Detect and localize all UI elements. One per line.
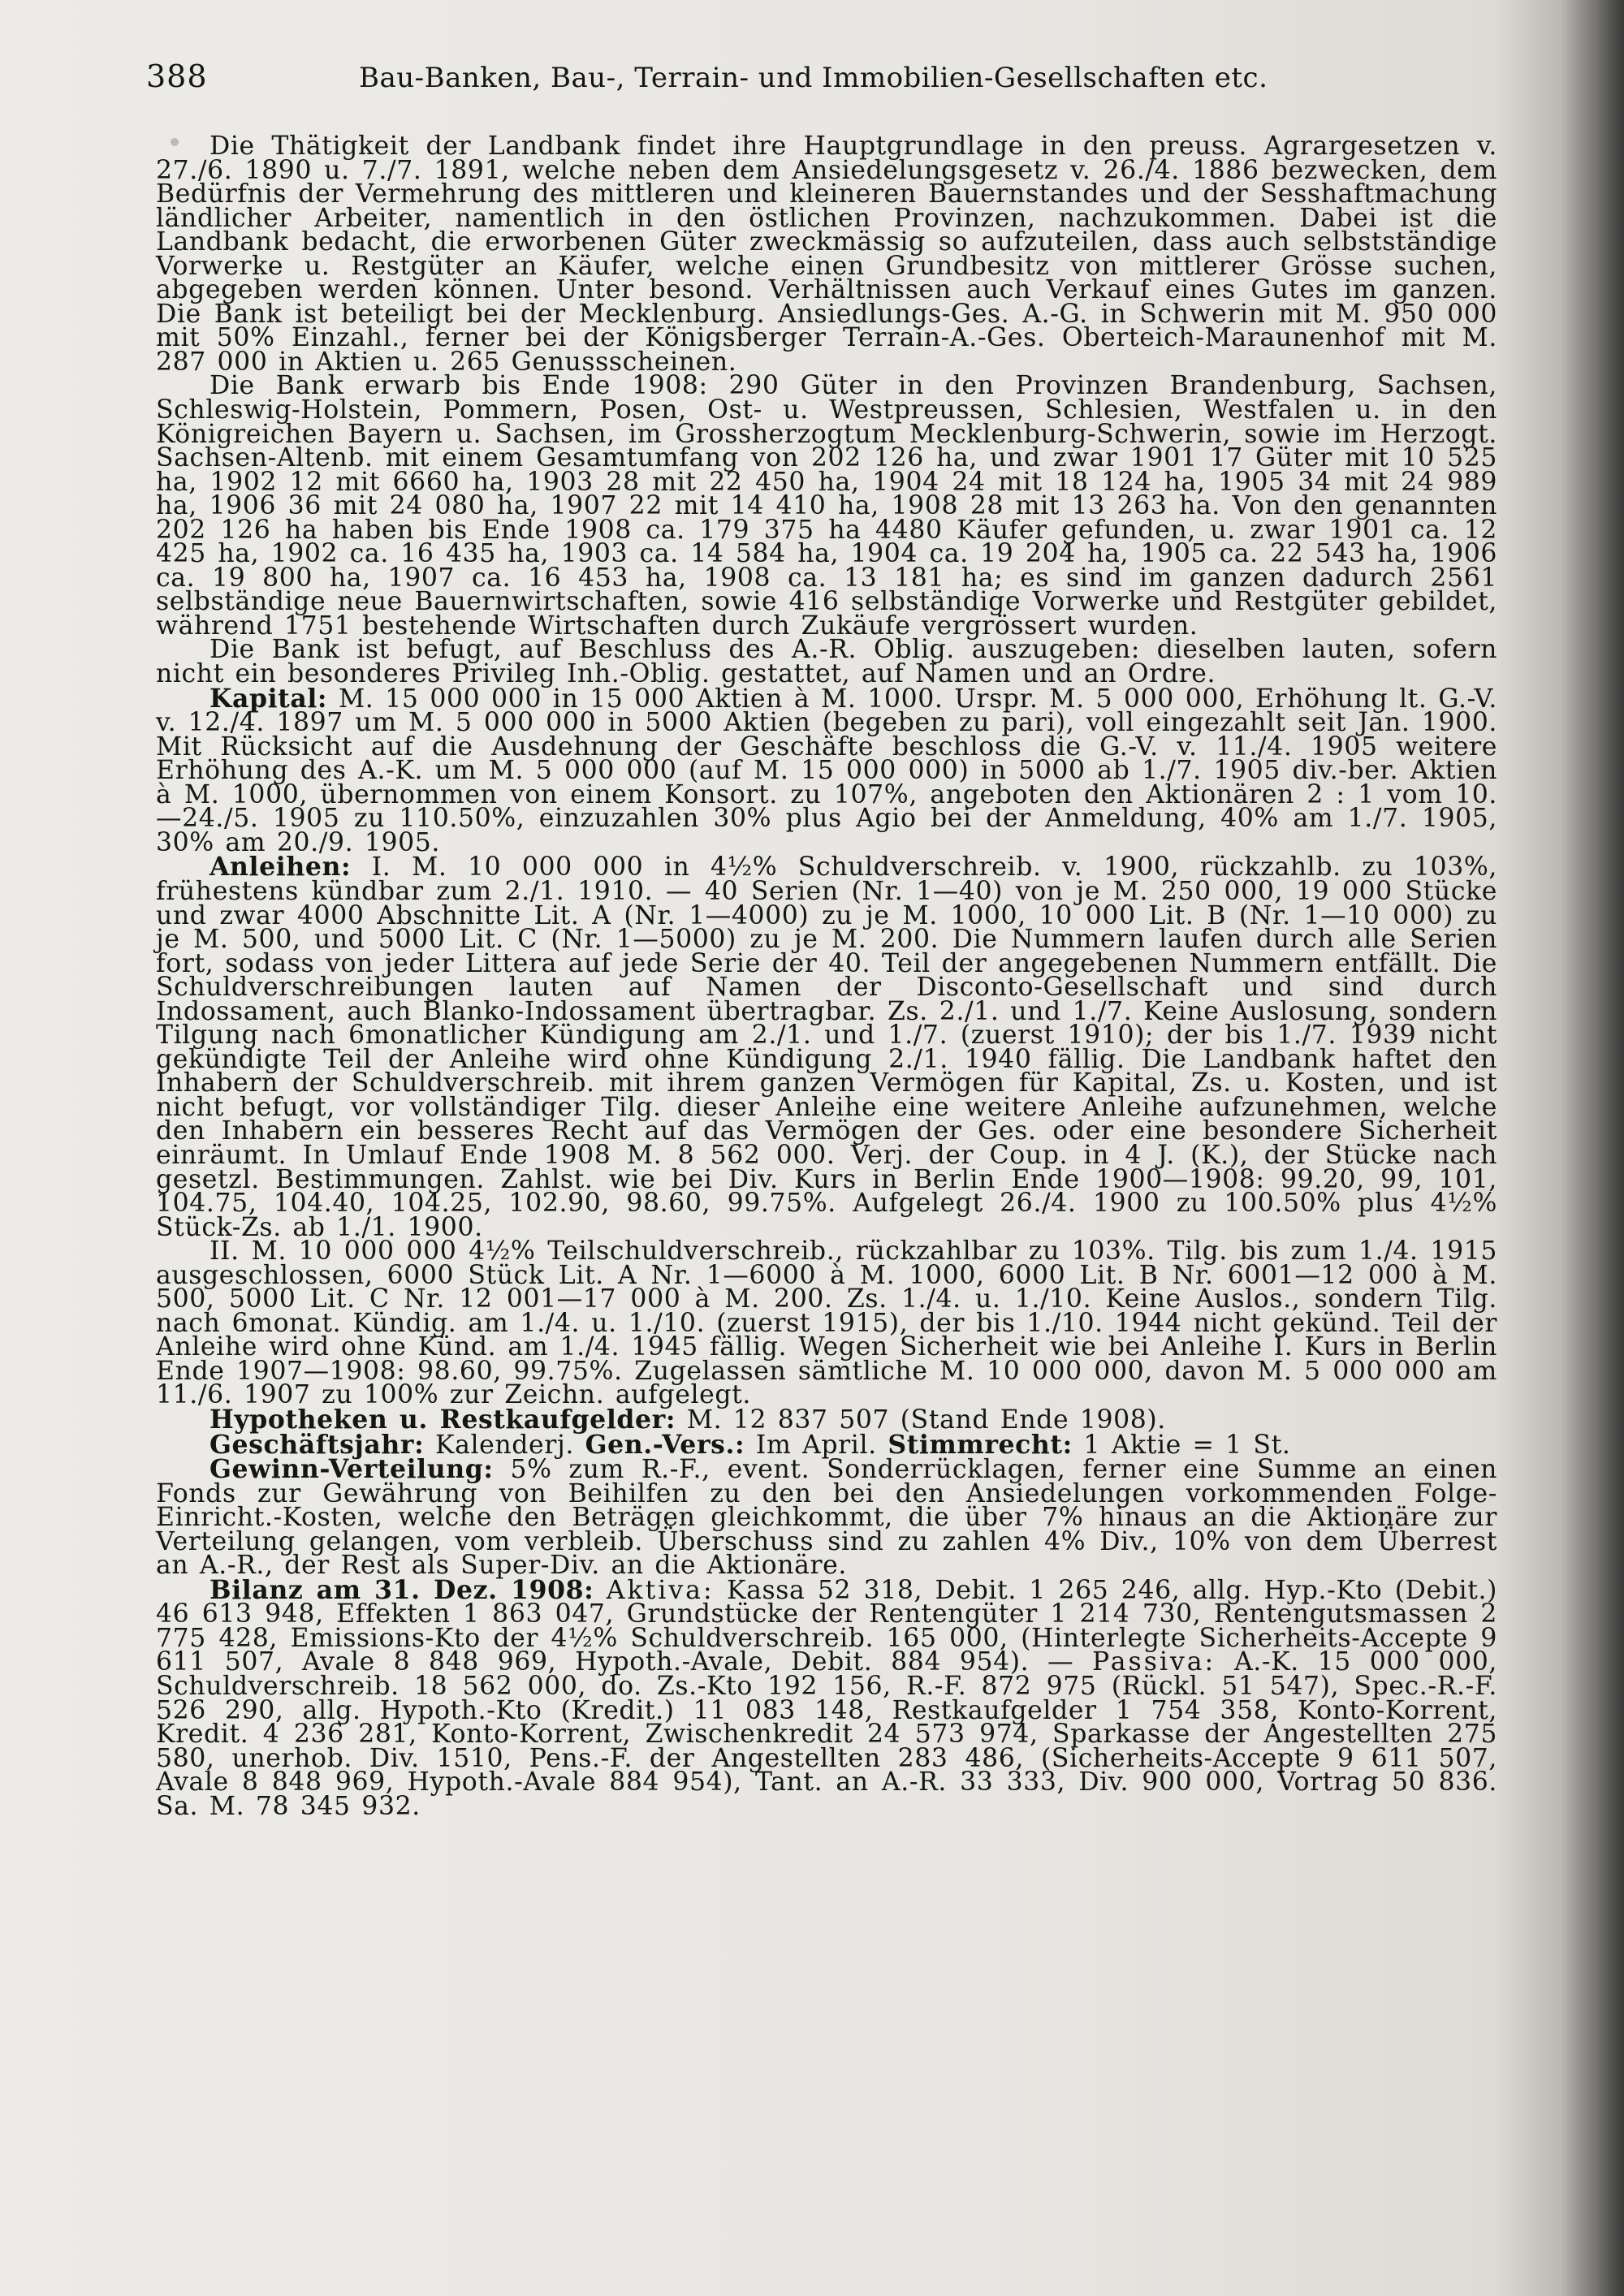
bilanz-label: Bilanz am 31. Dez. 1908:	[209, 1574, 594, 1605]
section-bilanz	[156, 1574, 1497, 1821]
hypotheken-label: Hypotheken u. Restkaufgelder:	[209, 1404, 676, 1435]
aktiva-label: Aktiva:	[606, 1575, 715, 1605]
stimmrecht-label: Stimmrecht:	[888, 1429, 1073, 1460]
gen-vers-label: Gen.-Vers.:	[585, 1429, 745, 1460]
aktiva-text: Kassa 52 318, Debit. 1 265 246, allg. Hyp.-Kto (Debit.) 46 613 948, Effekten 1 863 047, Grundstücke der Rentengüter 1 214 730, Rentengutsmassen 2 775 428, Emissions-Kto der 4½% Schuldverschreib. 165 000, (Hinterlegte Sicherheits-Accepte 9 611 507, Avale 8 848 969, Hypoth.-Avale, Debit. 884 954). —	[156, 1575, 1497, 1677]
running-head: Bau-Banken, Bau-, Terrain- und Immobilien-Gesellschaften etc.	[359, 62, 1268, 94]
section-anleihen	[156, 852, 1497, 1242]
gewinn-verteilung-label: Gewinn-Verteilung:	[209, 1454, 494, 1485]
anleihen-label: Anleihen:	[209, 852, 352, 883]
kapital-text: M. 15 000 000 in 15 000 Aktien à M. 1000. Urspr. M. 5 000 000, Erhöhung lt. G.-V. v. 12./4. 1897 um M. 5 000 000 in 5000 Aktien (begeben zu pari), voll eingezahlt seit Jan. 1900. Mit Rücksicht auf die Ausdehnung der Geschäfte beschloss die G.-V. v. 11./4. 1905 weitere Erhöhung des A.-K. um M. 5 000 000 (auf M. 15 000 000) in 5000 ab 1./7. 1905 div.-ber. Aktien à M. 1000, übernommen von einem Konsort. zu 107%, angeboten den Aktionären 2 : 1 vom 10.—24./5. 1905 zu 110.50%, einzuzahlen 30% plus Agio bei der Anmeldung, 40% am 1./7. 1905, 30% am 20./9. 1905.	[156, 684, 1497, 857]
anleihen-text: I. M. 10 000 000 in 4½% Schuldverschreib. v. 1900, rückzahlb. zu 103%, frühestens kündbar zum 2./1. 1910. — 40 Serien (Nr. 1—40) von je M. 250 000, 19 000 Stücke und zwar 4000 Abschnitte Lit. A (Nr. 1—4000) zu je M. 1000, 10 000 Lit. B (Nr. 1—10 000) zu je M. 500, und 5000 Lit. C (Nr. 1—5000) zu je M. 200. Die Nummern laufen durch alle Serien fort, sodass von jeder Littera auf jede Serie der 40. Teil der angegebenen Nummern entfällt. Die Schuldverschreibungen lauten auf Namen der Disconto-Gesellschaft und sind durch Indossament, auch Blanko-Indossament übertragbar. Zs. 2./1. und 1./7. Keine Auslosung, sondern Tilgung nach 6monatlicher Kündigung am 2./1. und 1./7. (zuerst 1910); der bis 1./7. 1939 nicht gekündigte Teil der Anleihe wird ohne Kündigung 2./1. 1940 fällig. Die Landbank haftet den Inhabern der Schuldverschreib. mit ihrem ganzen Vermögen für Kapital, Zs. u. Kosten, und ist nicht befugt, vor vollständiger Tilg. dieser Anleihe eine weitere Anleihe aufzunehmen, welche den Inhabern ein besseres Recht auf das Vermögen der Ges. oder eine besondere Sicherheit einräumt. In Umlauf Ende 1908 M. 8 562 000. Verj. der Coup. in 4 J. (K.), der Stücke nach gesetzl. Bestimmungen. Zahlst. wie bei Div. Kurs in Berlin Ende 1900—1908: 99.20, 99, 101, 104.75, 104.40, 104.25, 102.90, 98.60, 99.75%. Aufgelegt 26./4. 1900 zu 100.50% plus 4½% Stück-Zs. ab 1./1. 1900.	[156, 852, 1497, 1242]
paragraph-estate-acquisitions: Die Bank erwarb bis Ende 1908: 290 Güter in den Provinzen Brandenburg, Sachsen, Schleswig-Holstein, Pommern, Posen, Ost- u. Westpreussen, Schlesien, Westfalen u. in den Königreichen Bayern u. Sachsen, im Grossherzogtum Mecklenburg-Schwerin, sowie im Herzogt. Sachsen-Altenb. mit einem Gesamtumfang von 202 126 ha, und zwar 1901 17 Güter mit 10 525 ha, 1902 12 mit 6660 ha, 1903 28 mit 22 450 ha, 1904 24 mit 18 124 ha, 1905 34 mit 24 989 ha, 1906 36 mit 24 080 ha, 1907 22 mit 14 410 ha, 1908 28 mit 13 263 ha. Von den genannten 202 126 ha haben bis Ende 1908 ca. 179 375 ha 4480 Käufer gefunden, u. zwar 1901 ca. 12 425 ha, 1902 ca. 16 435 ha, 1903 ca. 14 584 ha, 1904 ca. 19 204 ha, 1905 ca. 22 543 ha, 1906 ca. 19 800 ha, 1907 ca. 16 453 ha, 1908 ca. 13 181 ha; es sind im ganzen dadurch 2561 selbständige neue Bauernwirtschaften, sowie 416 selbständige Vorwerke und Restgüter gebildet, während 1751 bestehende Wirtschaften durch Zukäufe vergrössert wurden.	[156, 371, 1497, 641]
paragraph-landbank-activity: Die Thätigkeit der Landbank findet ihre Hauptgrundlage in den preuss. Agrargesetzen v. 27./6. 1890 u. 7./7. 1891, welche neben dem Ansiedelungsgesetz v. 26./4. 1886 bezwecken, dem Bedürfnis der Vermehrung des mittleren und kleineren Bauernstandes und der Sesshaftmachung ländlicher Arbeiter, namentlich in den östlichen Provinzen, nachzukommen. Dabei ist die Landbank bedacht, die erworbenen Güter zweckmässig so aufzuteilen, dass auch selbstständige Vorwerke u. Restgüter an Käufer, welche einen Grundbesitz von mittlerer Grösse suchen, abgegeben werden können. Unter besond. Verhältnissen auch Verkauf eines Gutes im ganzen. Die Bank ist beteiligt bei der Mecklenburg. Ansiedlungs-Ges. A.-G. in Schwerin mit M. 950 000 mit 50% Einzahl., ferner bei der Königsberger Terrain-A.-Ges. Oberteich-Maraunenhof mit M. 287 000 in Aktien u. 265 Genussscheinen.	[156, 132, 1497, 377]
geschaeftsjahr-label: Geschäftsjahr:	[209, 1429, 425, 1460]
page-edge-shadow	[1561, 0, 1624, 2296]
hypotheken-text: M. 12 837 507 (Stand Ende 1908).	[686, 1405, 1166, 1435]
paragraph-bond-authority: Die Bank ist befugt, auf Beschluss des A.-R. Oblig. auszugeben: dieselben lauten, sofern nicht ein besonderes Privileg Inh.-Oblig. gestattet, auf Namen und an Ordre.	[156, 635, 1497, 689]
section-gewinn-verteilung	[156, 1454, 1497, 1581]
passiva-text: A.-K. 15 000 000, Schuldverschreib. 18 562 000, do. Zs.-Kto 192 156, R.-F. 872 975 (Rückl. 51 547), Spec.-R.-F. 526 290, allg. Hypoth.-Kto (Kredit.) 11 083 148, Restkaufgelder 1 754 358, Konto-Korrent, Kredit. 4 236 281, Konto-Korrent, Zwischenkredit 24 573 974, Sparkasse der Angestellten 275 580, unerhob. Div. 1510, Pens.-F. der Angestellten 283 486, (Sicherheits-Accepte 9 611 507, Avale 8 848 969, Hypoth.-Avale 884 954), Tant. an A.-R. 33 333, Div. 900 000, Vortrag 50 836. Sa. M. 78 345 932.	[156, 1647, 1497, 1821]
section-anleihe-ii: II. M. 10 000 000 4½% Teilschuldverschreib., rückzahlbar zu 103%. Tilg. bis zum 1./4. 1915 ausgeschlossen, 6000 Stück Lit. A Nr. 1—6000 à M. 1000, 6000 Lit. B Nr. 6001—12 000 à M. 500, 5000 Lit. C Nr. 12 001—17 000 à M. 200. Zs. 1./4. u. 1./10. Keine Auslos., sondern Tilg. nach 6monat. Kündig. am 1./4. u. 1./10. (zuerst 1915), der bis 1./10. 1944 nicht gekünd. Teil der Anleihe wird ohne Künd. am 1./4. 1945 fällig. Wegen Sicherheit wie bei Anleihe I. Kurs in Berlin Ende 1907—1908: 98.60, 99.75%. Zugelassen sämtliche M. 10 000 000, davon M. 5 000 000 am 11./6. 1907 zu 100% zur Zeichn. aufgelegt.	[156, 1236, 1497, 1410]
body-text	[156, 132, 1497, 1821]
page-number: 388	[146, 58, 208, 94]
gen-vers-text: Im April.	[755, 1430, 877, 1460]
stimmrecht-text: 1 Aktie = 1 St.	[1083, 1430, 1291, 1460]
gewinn-verteilung-text: 5% zum R.-F., event. Sonderrücklagen, ferner eine Summe an einen Fonds zur Gewährung von Beihilfen zu den bei den Ansiedelungen vorkommenden Folge-Einricht.-Kosten, welche den Beträgen gleichkommt, die über 7% hinaus an die Aktionäre zur Verteilung gelangen, vom verbleib. Überschuss sind zu zahlen 4% Div., 10% von dem Überrest an A.-R., der Rest als Super-Div. an die Aktionäre.	[156, 1455, 1497, 1581]
passiva-label: Passiva:	[1091, 1647, 1216, 1677]
page-header	[146, 58, 1527, 107]
geschaeftsjahr-text: Kalenderj.	[434, 1430, 574, 1460]
kapital-label: Kapital:	[209, 683, 328, 714]
section-kapital	[156, 683, 1497, 857]
